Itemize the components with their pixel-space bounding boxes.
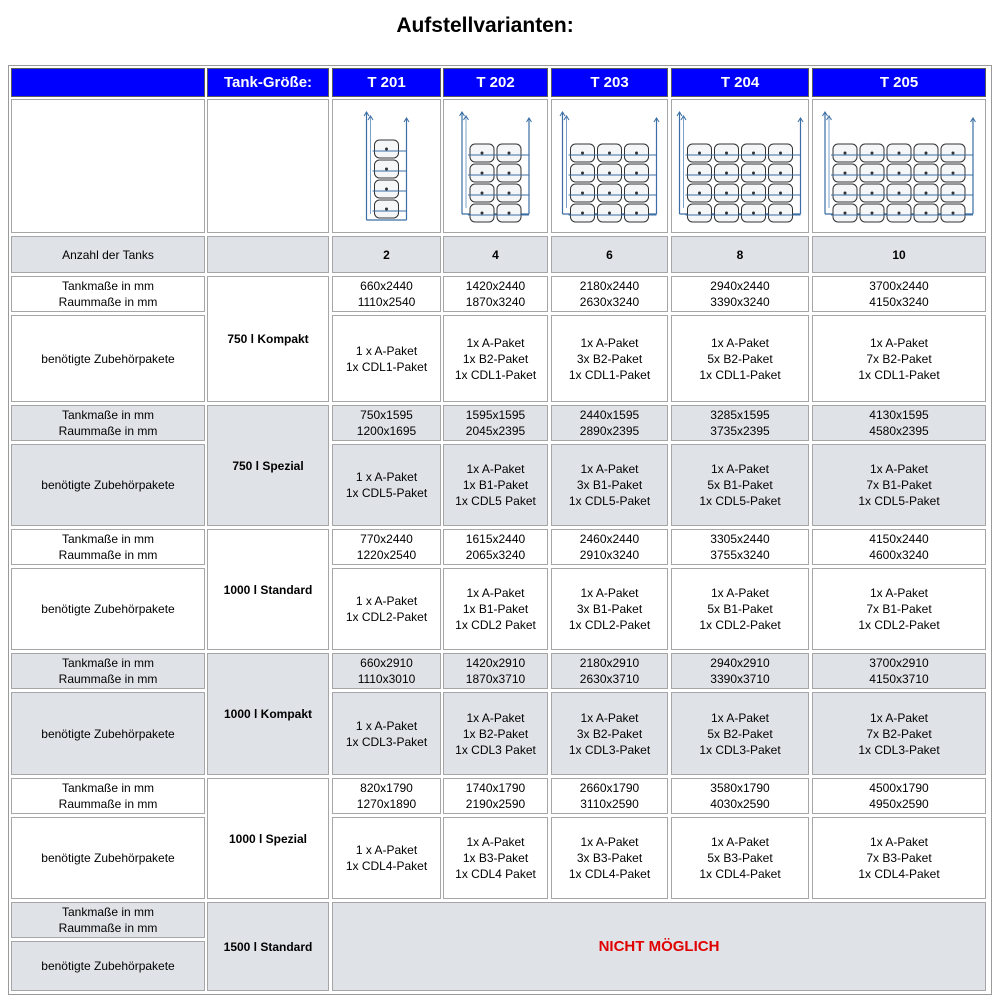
package-item: 1x B3-Paket [462, 851, 529, 865]
packages-label-cell [11, 817, 205, 899]
packages-cell [551, 315, 668, 402]
package-item: 1x A-Paket [869, 710, 929, 725]
tank-count-cell [332, 236, 441, 273]
dims-cell [812, 529, 986, 565]
tank-dims-value: 4150x2440 [869, 532, 929, 546]
package-item: 1x CDL4-Paket [345, 859, 428, 873]
tank-dims-value: 1740x1790 [465, 781, 526, 795]
tank-dims-value: 3305x2440 [710, 532, 770, 546]
package-item: 1x A-Paket [869, 335, 929, 350]
package-item: 1x CDL3-Paket [568, 742, 651, 757]
tank-dims-value: 820x1790 [360, 781, 413, 795]
package-item: 1 x A-Paket [355, 343, 418, 358]
dims-cell [551, 529, 668, 565]
type-label: T 202 [476, 73, 515, 91]
packages-cell [332, 315, 441, 402]
package-item: 5x B2-Paket [707, 351, 773, 366]
package-item: 3x B2-Paket [576, 726, 643, 741]
package-item: 1x CDL3-Paket [699, 742, 781, 757]
packages-cell [332, 692, 441, 775]
header-type-t201 [332, 68, 441, 97]
package-item: 1x B1-Paket [462, 478, 529, 492]
package-item: 7x B1-Paket [866, 602, 932, 616]
tank-dims-value: 1420x2440 [465, 279, 526, 293]
tank-count-value: 2 [383, 247, 390, 262]
package-item: 1x A-Paket [710, 835, 770, 849]
dims-cell [812, 276, 986, 312]
package-item: 1x A-Paket [466, 462, 525, 476]
tank-count-cell [443, 236, 548, 273]
package-item: 7x B3-Paket [866, 851, 932, 865]
package-item: 1x A-Paket [466, 710, 525, 725]
tank-dims-value: 2940x2910 [710, 656, 770, 670]
package-item: 1x A-Paket [710, 462, 770, 476]
packages-cell [671, 817, 809, 899]
packages-cell [812, 444, 986, 526]
dims-cell [671, 276, 809, 312]
package-item: 5x B1-Paket [707, 602, 773, 616]
room-dims-label: Raummaße in mm [58, 424, 158, 438]
type-label: T 204 [720, 73, 760, 91]
room-dims-value: 4950x2590 [869, 797, 929, 811]
package-item: 1x B2-Paket [462, 726, 529, 741]
package-item: 7x B1-Paket [866, 478, 932, 492]
package-item: 1x A-Paket [869, 835, 929, 849]
diagram-label-blank [11, 99, 205, 233]
tank-dims-label: Tankmaße in mm [61, 656, 155, 670]
tank-diagram-t202 [443, 99, 548, 233]
packages-cell [443, 692, 548, 775]
dims-cell [443, 529, 548, 565]
tank-dims-value: 1595x1595 [465, 408, 526, 422]
room-dims-value: 3755x3240 [710, 548, 770, 562]
tank-size-group [207, 653, 329, 775]
header-size-label [207, 68, 329, 97]
packages-label-cell [11, 941, 205, 991]
packages-label-cell [11, 692, 205, 775]
package-item: 1x CDL1-Paket [345, 359, 428, 374]
dims-label-cell [11, 653, 205, 689]
room-dims-label: Raummaße in mm [58, 295, 158, 309]
package-item: 1 x A-Paket [355, 594, 418, 608]
package-item: 1x A-Paket [580, 710, 639, 725]
tank-arrangement-svg [674, 102, 806, 230]
dims-cell [443, 276, 548, 312]
package-item: 1x CDL4-Paket [858, 867, 940, 881]
tank-count-value: 6 [606, 247, 613, 262]
tank-dims-value: 3700x2910 [869, 656, 929, 670]
type-label: T 201 [367, 73, 406, 91]
tank-count-value: 4 [492, 247, 499, 262]
package-item: 1x A-Paket [710, 335, 770, 350]
package-item: 1x CDL5-Paket [858, 494, 940, 508]
room-dims-label: Raummaße in mm [58, 797, 158, 811]
tank-dims-value: 660x2440 [360, 279, 413, 293]
tank-arrangement-svg [335, 102, 438, 230]
header-type-t205 [812, 68, 986, 97]
package-item: 1x CDL5-Paket [699, 494, 781, 508]
package-item: 5x B3-Paket [707, 851, 773, 865]
package-item: 1x A-Paket [580, 335, 639, 350]
tank-arrangement-svg [815, 102, 983, 230]
packages-cell [551, 692, 668, 775]
dims-cell [332, 778, 441, 814]
room-dims-value: 3390x3240 [710, 295, 770, 309]
packages-cell [443, 817, 548, 899]
dims-cell [671, 405, 809, 441]
tank-dims-value: 3285x1595 [710, 408, 770, 422]
package-item: 1x CDL1-Paket [858, 367, 940, 382]
tank-size-name: 1000 l Kompakt [223, 707, 313, 721]
tank-diagram-t201 [332, 99, 441, 233]
room-dims-value: 2890x2395 [579, 424, 640, 438]
package-item: 1x A-Paket [466, 835, 525, 849]
packages-label-cell [11, 568, 205, 650]
package-item: 1x CDL2 Paket [455, 618, 536, 632]
package-item: 1x A-Paket [466, 586, 525, 600]
dims-cell [332, 653, 441, 689]
dims-cell [671, 778, 809, 814]
tank-size-group [207, 902, 329, 991]
tank-size-name: 1000 l Standard [223, 582, 313, 597]
tank-size-group [207, 778, 329, 899]
dims-cell [551, 653, 668, 689]
package-item: 1x CDL3-Paket [345, 734, 428, 749]
package-item: 1x A-Paket [869, 462, 929, 476]
package-item: 1x CDL3-Paket [858, 742, 940, 757]
room-dims-value: 2065x3240 [465, 548, 526, 562]
dims-label-cell [11, 529, 205, 565]
package-item: 5x B2-Paket [707, 726, 773, 741]
room-dims-value: 1200x1695 [356, 424, 417, 438]
package-item: 1x CDL2-Paket [345, 610, 428, 624]
package-item: 1x CDL1-Paket [699, 367, 781, 382]
count-label [11, 236, 205, 273]
packages-cell [812, 817, 986, 899]
not-possible-text: NICHT MÖGLICH [598, 937, 720, 955]
tank-dims-value: 2440x1595 [579, 408, 640, 422]
package-item: 1x CDL2-Paket [568, 618, 651, 632]
tank-count-value: 10 [892, 247, 906, 262]
tank-dims-value: 3580x1790 [710, 781, 770, 795]
header-type-t203 [551, 68, 668, 97]
packages-cell [332, 817, 441, 899]
packages-cell [671, 444, 809, 526]
diagram-size-blank [207, 99, 329, 233]
packages-cell [671, 315, 809, 402]
dims-cell [812, 778, 986, 814]
room-dims-value: 3110x2590 [580, 797, 639, 811]
packages-cell [443, 315, 548, 402]
dims-cell [671, 653, 809, 689]
tank-dims-value: 770x2440 [360, 532, 413, 546]
dims-cell [671, 529, 809, 565]
tank-dims-value: 4130x1595 [869, 408, 929, 422]
packages-label-cell [11, 444, 205, 526]
packages-label: benötigte Zubehörpakete [41, 602, 175, 616]
packages-label: benötigte Zubehörpakete [41, 726, 175, 741]
package-item: 1x CDL1-Paket [568, 367, 651, 382]
header-type-t204 [671, 68, 809, 97]
dims-cell [551, 778, 668, 814]
tank-dims-label: Tankmaße in mm [61, 279, 155, 293]
package-item: 3x B1-Paket [576, 478, 643, 492]
dims-label-cell [11, 276, 205, 312]
package-item: 3x B3-Paket [576, 851, 643, 865]
tank-arrangement-svg [446, 102, 545, 230]
packages-cell [671, 692, 809, 775]
tank-dims-label: Tankmaße in mm [61, 905, 155, 919]
room-dims-value: 2045x2395 [465, 424, 526, 438]
room-dims-value: 1110x2540 [357, 295, 416, 309]
package-item: 1x A-Paket [580, 586, 639, 600]
tank-dims-value: 660x2910 [360, 656, 413, 670]
package-item: 1x CDL4 Paket [455, 867, 536, 881]
dims-cell [332, 529, 441, 565]
room-dims-value: 1870x3240 [465, 295, 526, 309]
size-label-text: Tank-Größe: [223, 73, 313, 91]
tank-size-name: 1000 l Spezial [228, 831, 308, 846]
tank-dims-value: 4500x1790 [869, 781, 929, 795]
dims-label-cell [11, 902, 205, 938]
room-dims-label: Raummaße in mm [58, 548, 158, 562]
tank-dims-value: 750x1595 [360, 408, 413, 422]
package-item: 1x CDL1-Paket [454, 367, 537, 382]
tank-diagram-t205 [812, 99, 986, 233]
tank-dims-label: Tankmaße in mm [61, 532, 155, 546]
tank-diagram-t203 [551, 99, 668, 233]
packages-cell [551, 444, 668, 526]
packages-cell [812, 315, 986, 402]
room-dims-value: 3390x3710 [710, 672, 770, 686]
package-item: 3x B2-Paket [576, 351, 643, 366]
tank-dims-value: 2940x2440 [710, 279, 770, 293]
dims-cell [332, 276, 441, 312]
package-item: 1x A-Paket [466, 335, 525, 350]
tank-size-name: 1500 l Standard [223, 939, 313, 954]
tank-dims-value: 3700x2440 [869, 279, 929, 293]
packages-label: benötigte Zubehörpakete [41, 851, 175, 865]
packages-cell [332, 444, 441, 526]
tank-count-value: 8 [736, 247, 744, 262]
dims-cell [812, 653, 986, 689]
room-dims-label: Raummaße in mm [58, 672, 158, 686]
tank-dims-value: 2460x2440 [579, 532, 640, 546]
package-item: 3x B1-Paket [576, 602, 643, 616]
packages-cell [332, 568, 441, 650]
package-item: 1x A-Paket [869, 586, 929, 600]
package-item: 1x A-Paket [580, 462, 639, 476]
package-item: 1x B1-Paket [462, 602, 529, 616]
header-type-t202 [443, 68, 548, 97]
package-item: 1x A-Paket [710, 586, 770, 600]
room-dims-value: 4600x3240 [869, 548, 929, 562]
tank-count-cell [812, 236, 986, 273]
package-item: 1 x A-Paket [355, 718, 418, 733]
count-size-blank [207, 236, 329, 273]
room-dims-value: 2190x2590 [465, 797, 526, 811]
room-dims-value: 1270x1890 [356, 797, 417, 811]
room-dims-value: 2910x3240 [579, 548, 640, 562]
package-item: 7x B2-Paket [866, 351, 932, 366]
tank-size-name: 750 l Spezial [232, 458, 304, 473]
dims-cell [332, 405, 441, 441]
room-dims-value: 1110x3010 [357, 672, 416, 686]
room-dims-value: 4030x2590 [710, 797, 770, 811]
package-item: 1x B2-Paket [462, 351, 529, 366]
tank-dims-label: Tankmaße in mm [61, 781, 155, 795]
packages-cell [551, 817, 668, 899]
package-item: 1x CDL5-Paket [345, 486, 428, 500]
packages-label: benötigte Zubehörpakete [41, 478, 175, 492]
type-label: T 203 [590, 73, 629, 91]
tank-count-cell [671, 236, 809, 273]
package-item: 7x B2-Paket [866, 726, 932, 741]
room-dims-value: 3735x2395 [710, 424, 770, 438]
dims-cell [443, 778, 548, 814]
tank-dims-value: 2180x2910 [579, 656, 640, 670]
dims-cell [551, 276, 668, 312]
type-label: T 205 [879, 73, 919, 91]
dims-label-cell [11, 778, 205, 814]
packages-cell [671, 568, 809, 650]
tank-size-name: 750 l Kompakt [227, 332, 309, 346]
header-blank-cell [11, 68, 205, 97]
packages-cell [443, 444, 548, 526]
package-item: 1x CDL4-Paket [568, 867, 651, 881]
packages-cell [443, 568, 548, 650]
package-item: 1x CDL2-Paket [858, 618, 940, 632]
package-item: 1 x A-Paket [355, 470, 418, 484]
packages-cell [551, 568, 668, 650]
package-item: 1x CDL5 Paket [455, 494, 536, 508]
room-dims-value: 2630x3710 [579, 672, 640, 686]
tank-size-group [207, 529, 329, 650]
dims-cell [443, 653, 548, 689]
dims-cell [551, 405, 668, 441]
room-dims-value: 1870x3710 [465, 672, 526, 686]
room-dims-value: 1220x2540 [356, 548, 417, 562]
package-item: 1x CDL4-Paket [699, 867, 781, 881]
tank-diagram-t204 [671, 99, 809, 233]
package-item: 1x CDL5-Paket [568, 494, 651, 508]
packages-label: benötigte Zubehörpakete [41, 959, 175, 973]
count-label-text: Anzahl der Tanks [62, 247, 154, 262]
not-possible-notice [332, 902, 986, 991]
room-dims-value: 4150x3710 [869, 672, 929, 686]
tank-dims-value: 1420x2910 [465, 656, 526, 670]
dims-cell [443, 405, 548, 441]
packages-cell [812, 568, 986, 650]
package-item: 1x A-Paket [580, 835, 639, 849]
packages-cell [812, 692, 986, 775]
dims-label-cell [11, 405, 205, 441]
tank-dims-label: Tankmaße in mm [61, 408, 155, 422]
dims-cell [812, 405, 986, 441]
package-item: 1 x A-Paket [355, 843, 418, 857]
packages-label-cell [11, 315, 205, 402]
package-item: 1x A-Paket [710, 710, 770, 725]
room-dims-value: 4150x3240 [869, 295, 929, 309]
package-item: 1x CDL2-Paket [699, 618, 781, 632]
tank-dims-value: 2660x1790 [579, 781, 640, 795]
tank-size-group [207, 405, 329, 526]
tank-size-group [207, 276, 329, 402]
room-dims-label: Raummaße in mm [58, 921, 158, 935]
package-item: 1x CDL3 Paket [455, 742, 536, 757]
package-item: 5x B1-Paket [707, 478, 773, 492]
page-title: Aufstellvarianten: [396, 14, 574, 37]
tank-count-cell [551, 236, 668, 273]
tank-dims-value: 2180x2440 [579, 279, 640, 293]
packages-label: benötigte Zubehörpakete [41, 351, 175, 366]
tank-dims-value: 1615x2440 [465, 532, 526, 546]
room-dims-value: 4580x2395 [869, 424, 929, 438]
tank-arrangement-svg [554, 102, 665, 230]
room-dims-value: 2630x3240 [579, 295, 640, 309]
